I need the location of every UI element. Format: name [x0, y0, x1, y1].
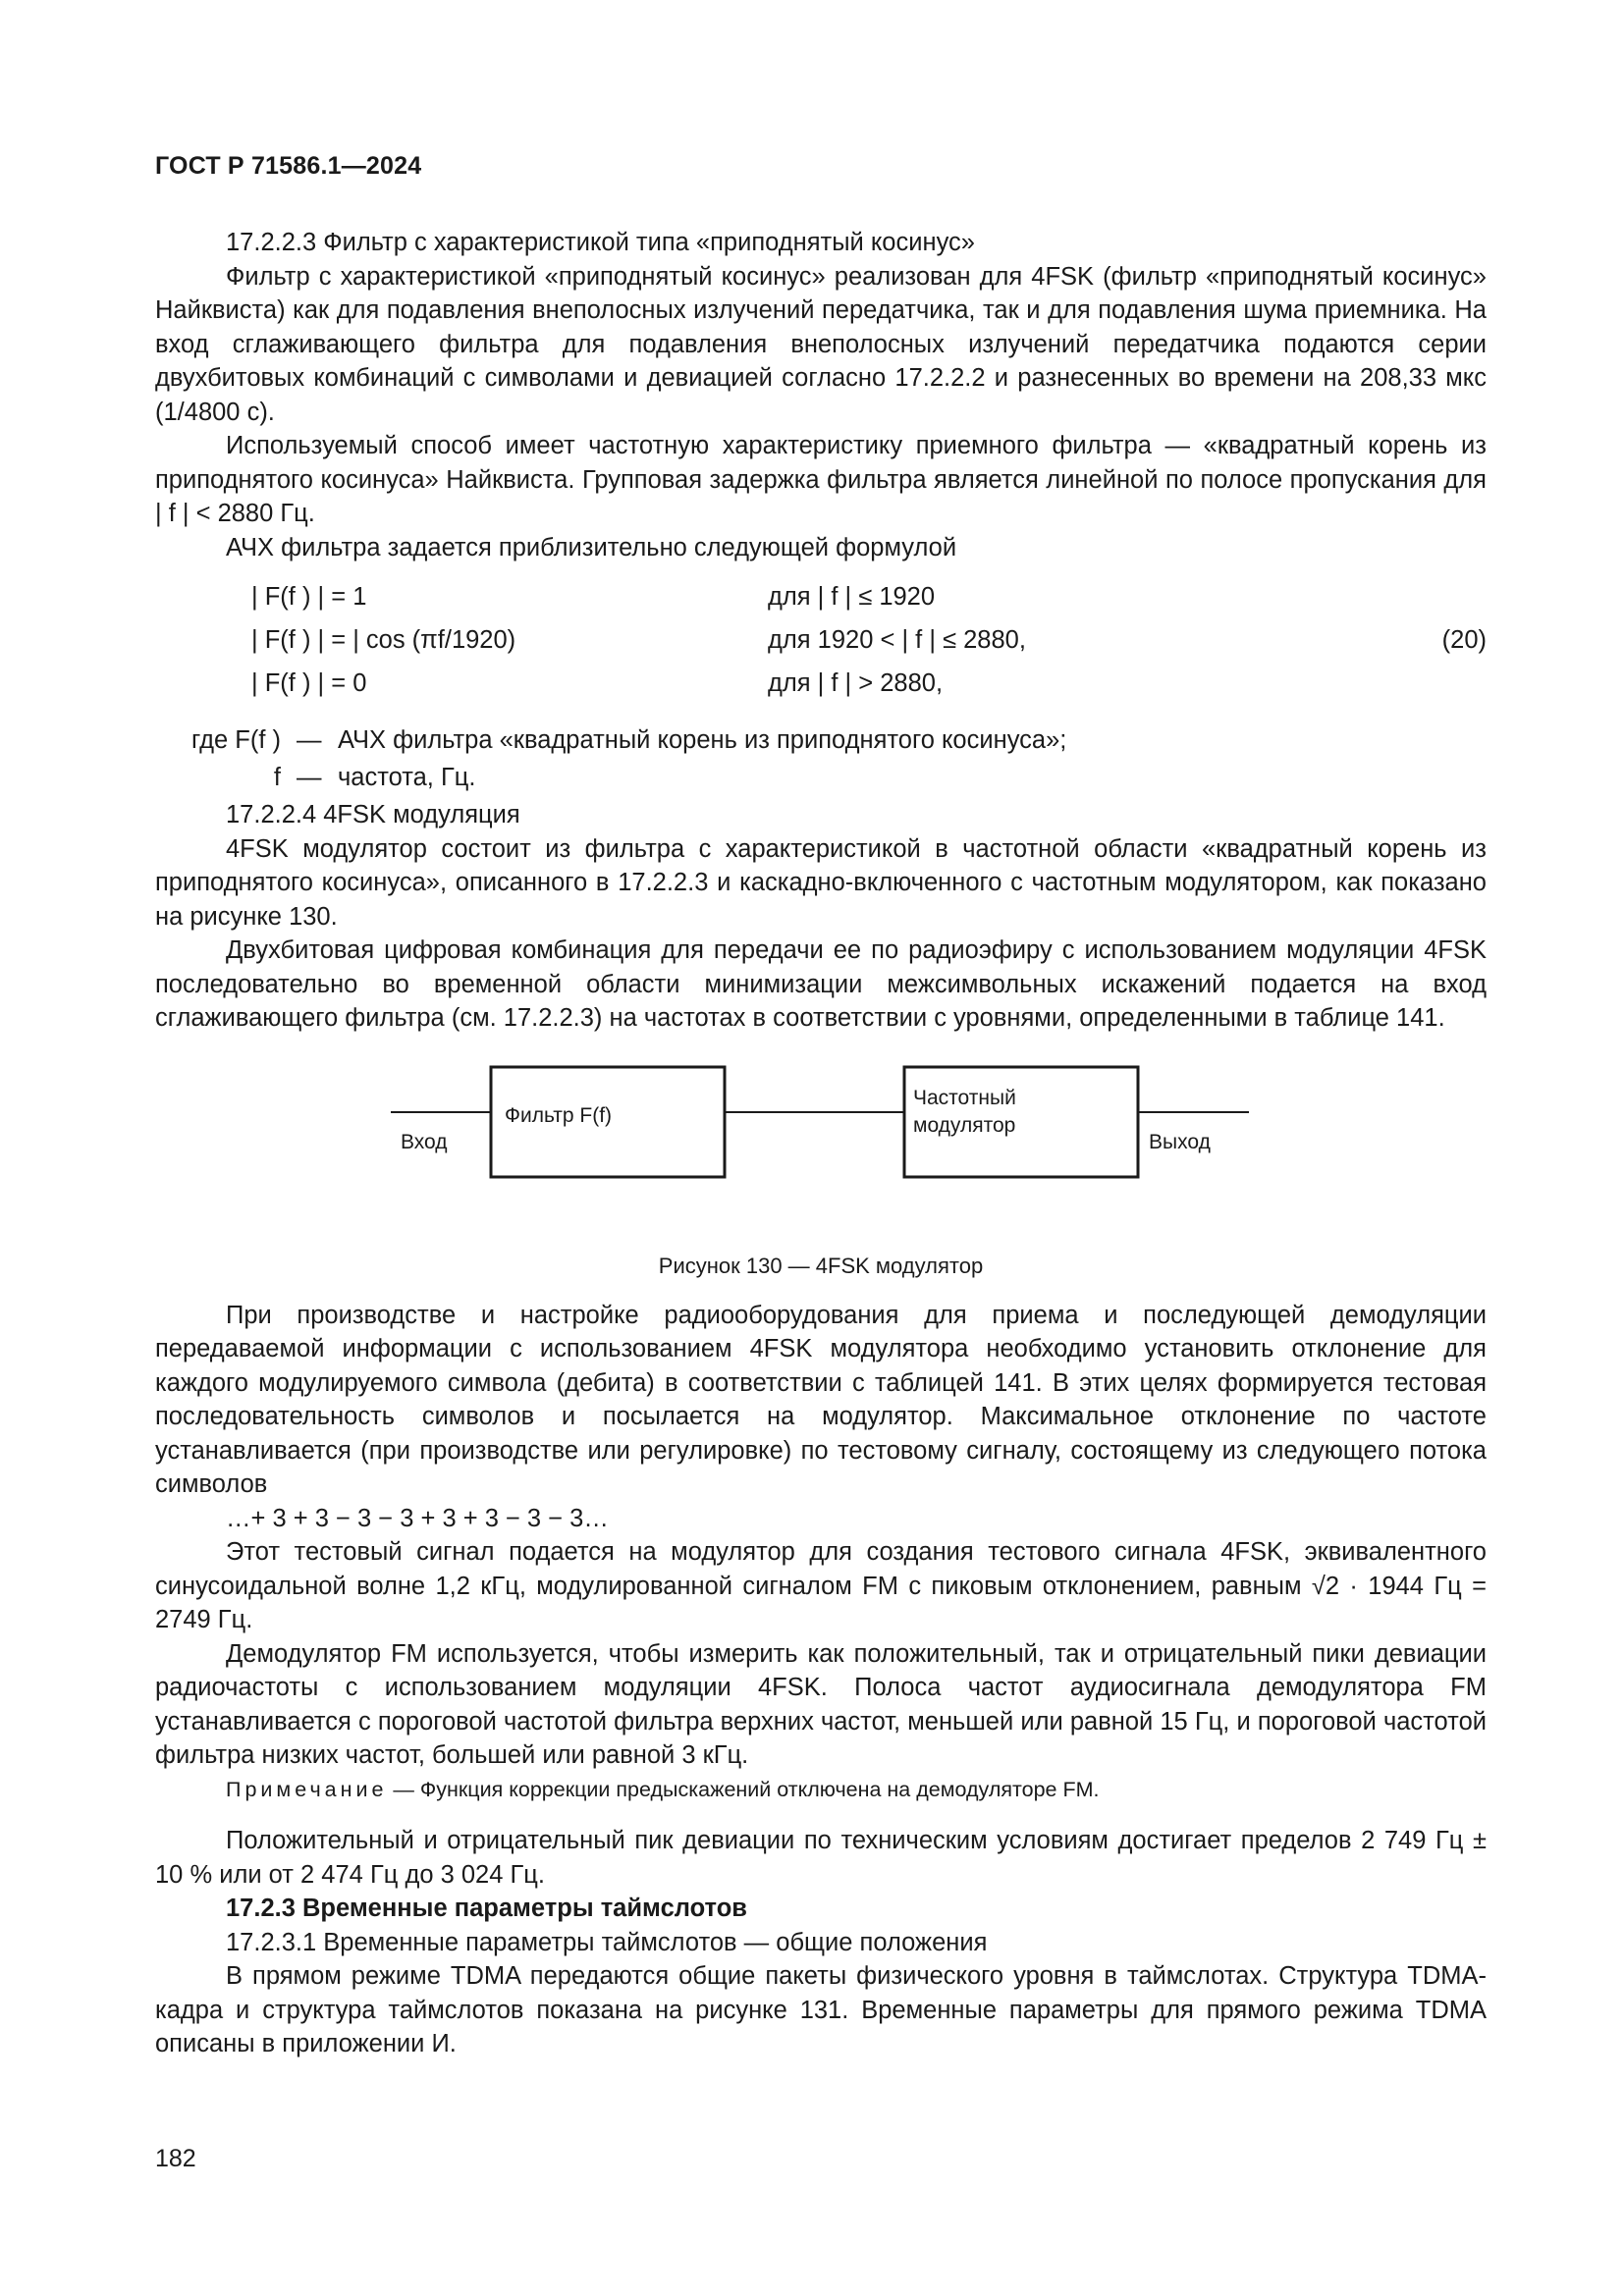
legend-dash: —	[297, 726, 322, 754]
section-17231-title: 17.2.3.1 Временные параметры таймслотов — общие положения	[226, 1928, 988, 1956]
section-1723-title: 17.2.3 Временные параметры таймслотов	[226, 1895, 747, 1922]
legend-symbol: f	[273, 764, 281, 791]
symbol-sequence: …+ 3 + 3 − 3 − 3 + 3 + 3 − 3 − 3…	[226, 1504, 609, 1532]
formula-20	[155, 580, 1487, 710]
legend-text: АЧХ фильтра «квадратный корень из приподнятого косинуса»;	[338, 726, 1067, 754]
formula-condition: для 1920 < | f | ≤ 2880,	[768, 626, 1026, 654]
formula-expression: | F(f ) | = 0	[251, 669, 367, 697]
formula-row	[155, 623, 1487, 663]
section-17223-title: 17.2.2.3 Фильтр с характеристикой типа «приподнятый косинус»	[226, 229, 975, 256]
filter-label: Фильтр F(f)	[505, 1103, 613, 1127]
section-17224-title: 17.2.2.4 4FSK модуляция	[226, 801, 520, 828]
paragraph: При производстве и настройке радиооборудования для приема и последующей демодуляции передаваемой информации с использованием 4FSK модулятора необходимо установить отклонение для каждого модулируемого символа (дебита) в соответствии с таблицей 141. В этих целях формируется тестовая последовательность символов и посылается на модулятор. Максимальное отклонение по частоте устанавливается (при производстве или регулировке) по тестовому сигналу, состоящему из следующего потока символов	[155, 1301, 1487, 1498]
input-label: Вход	[401, 1130, 448, 1153]
paragraph: АЧХ фильтра задается приблизительно следующей формулой	[226, 533, 957, 561]
formula-condition: для | f | ≤ 1920	[768, 583, 936, 611]
figure-caption: Рисунок 130 — 4FSK модулятор	[658, 1253, 984, 1278]
note-label: Примечание	[226, 1777, 388, 1801]
legend-symbol: где F(f )	[190, 726, 281, 754]
note-text: — Функция коррекции предыскажений отключена на демодуляторе FM.	[387, 1777, 1100, 1801]
figure-130	[155, 1053, 1487, 1289]
paragraph: В прямом режиме TDMA передаются общие пакеты физического уровня в таймслотах. Структура TDMA-кадра и структура таймслотов показана на рисунке 131. Временные параметры для прямого режима TDMA описаны в приложении И.	[155, 1962, 1487, 2057]
standard-header: ГОСТ Р 71586.1—2024	[155, 152, 422, 180]
paragraph: Используемый способ имеет частотную характеристику приемного фильтра — «квадратный корень из приподнятого косинуса» Найквиста. Групповая задержка фильтра является линейной по полосе пропускания для | f | < 2880 Гц.	[155, 432, 1487, 527]
paragraph: Этот тестовый сигнал подается на модулятор для создания тестового сигнала 4FSK, эквивалентного синусоидальной волне 1,2 кГц, модулированной сигналом FM с пиковым отклонением, равным √2 · 1944 Гц = 2749 Гц.	[155, 1538, 1487, 1633]
paragraph: Фильтр с характеристикой «приподнятый косинус» реализован для 4FSK (фильтр «приподнятый косинус» Найквиста) как для подавления внеполосных излучений передатчика, так и для подавления шума приемника. На вход сглаживающего фильтра для подавления внеполосных излучений передатчика подаются серии двухбитовых комбинаций с символами и девиацией согласно 17.2.2.2 и разнесенных во времени на 208,33 мкс (1/4800 с).	[155, 262, 1487, 426]
formula-expression: | F(f ) | = | cos (πf/1920)	[251, 626, 516, 654]
paragraph: 4FSK модулятор состоит из фильтра с характеристикой в частотной области «квадратный корень из приподнятого косинуса», описанного в 17.2.2.3 и каскадно-включенного с частотным модулятором, как показано на рисунке 130.	[155, 834, 1487, 931]
paragraph: Демодулятор FM используется, чтобы измерить как положительный, так и отрицательный пики девиации радиочастоты с использованием модуляции 4FSK. Полоса частот аудиосигнала демодулятора FM устанавливается с пороговой частотой фильтра верхних частот, меньшей или равной 15 Гц, и пороговой частотой фильтра низких частот, большей или равной 3 кГц.	[155, 1639, 1487, 1769]
legend-row	[155, 723, 1487, 759]
block-diagram	[155, 1053, 1487, 1240]
where-legend	[155, 723, 1487, 798]
page-number: 182	[155, 2145, 196, 2172]
page-content	[155, 226, 1487, 2061]
paragraph: Положительный и отрицательный пик девиации по техническим условиям достигает пределов 2 749 Гц ± 10 % или от 2 474 Гц до 3 024 Гц.	[155, 1827, 1487, 1889]
formula-row	[155, 580, 1487, 619]
output-label: Выход	[1149, 1130, 1211, 1153]
modulator-label: Частотный	[913, 1086, 1016, 1109]
formula-condition: для | f | > 2880,	[768, 669, 944, 697]
formula-row	[155, 667, 1487, 706]
note	[155, 1773, 1487, 1807]
legend-row	[155, 761, 1487, 796]
legend-dash: —	[297, 764, 322, 791]
paragraph: Двухбитовая цифровая комбинация для передачи ее по радиоэфиру с использованием модуляции 4FSK последовательно во временной области минимизации межсимвольных искажений подается на вход сглаживающего фильтра (см. 17.2.2.3) на частотах в соответствии с уровнями, определенными в таблице 141.	[155, 936, 1487, 1032]
legend-text: частота, Гц.	[338, 764, 476, 791]
formula-expression: | F(f ) | = 1	[251, 583, 367, 611]
formula-number: (20)	[1441, 626, 1487, 654]
modulator-label: модулятор	[913, 1113, 1016, 1137]
